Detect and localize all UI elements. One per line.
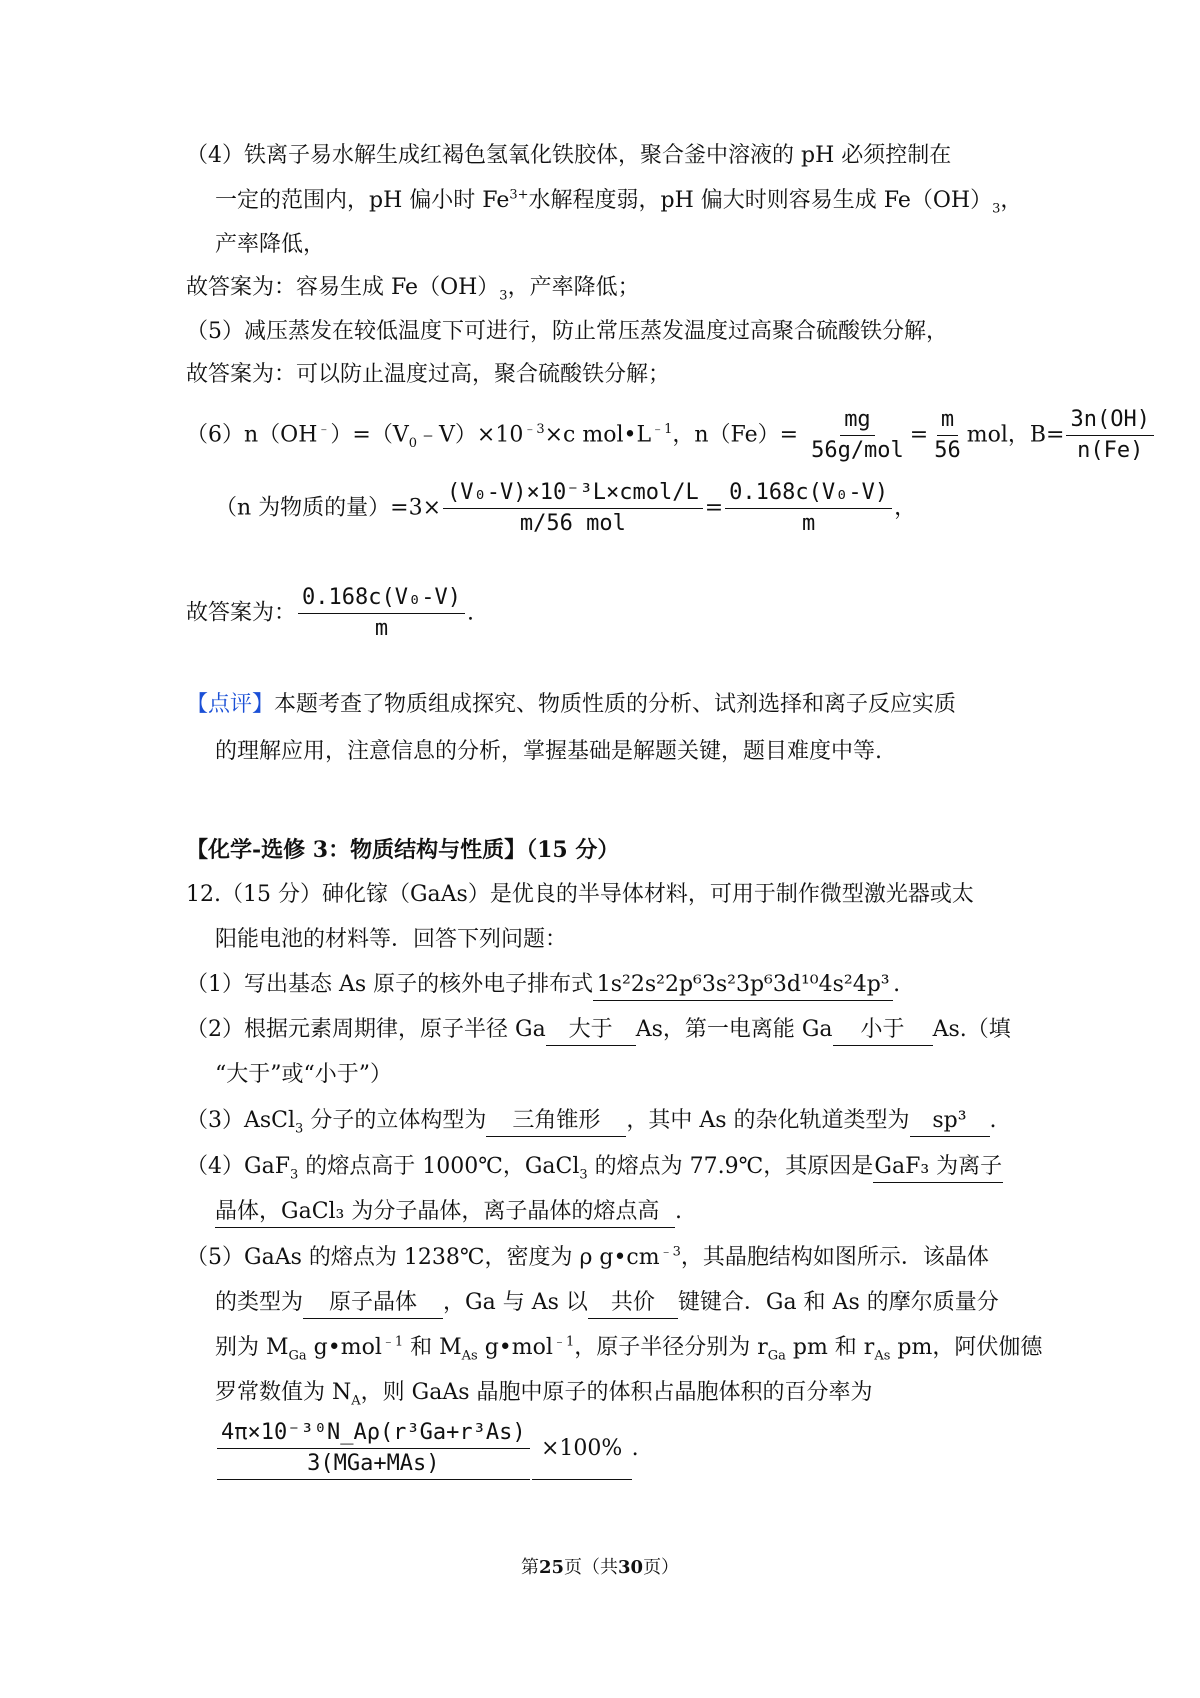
answer-bond-type: 共价	[588, 1288, 678, 1319]
page-footer: 第25页（共30页）	[520, 1557, 680, 1578]
p5-answer: 故答案为：可以防止温度过高，聚合硫酸铁分解；	[186, 362, 671, 387]
q12-part3: （3）AsCl$_3$ 分子的立体构型为 三角锥形 ，其中 As 的杂化轨道类型为 sp³ .	[186, 1108, 997, 1137]
answer-packing-fraction: $\frac{\text{4π×10⁻³⁰N\_Aρ(r³Ga+r³As)}}{\text{3(MGa+MAs)}}$	[217, 1418, 530, 1480]
p6-answer: 故答案为： $\frac{\text{0.168c(V₀-V)}}{m}$ .	[186, 583, 474, 644]
p6-line1: $(6)n(OH^﹣)=(V_0﹣V)\times 10^{﹣3}\times c$ $mol•L^{﹣1}$，n（Fe）= $\frac{mg}{\text{56g/mol}}$ = $\frac{m}{56}$ mol，B= $\frac{3n(OH)}{n(Fe)}$	[186, 405, 1156, 466]
fraction-big: $\frac{\text{(V₀-V)×10⁻³L×cmol/L}}{\text{m/56 mol}}$	[443, 478, 703, 539]
answer-reason-part1: GaF₃ 为离子	[873, 1152, 1003, 1183]
q12-part2-line2: “大于”或“小于”）	[215, 1062, 392, 1087]
q12-part5-line2: 的类型为 原子晶体 ，Ga 与 As 以 共价 键键合．Ga 和 As 的摩尔质量分	[215, 1288, 999, 1319]
p5-line1: （5）减压蒸发在较低温度下可进行，防止常压蒸发温度过高聚合硫酸铁分解，	[186, 319, 948, 344]
answer-hybridization: sp³	[910, 1106, 990, 1137]
answer-geometry: 三角锥形	[486, 1106, 626, 1137]
p4-line2: 一定的范围内，pH 偏小时 $Fe^{3+}$水解程度弱，pH 偏大时则容易生成 $Fe(OH)_3$，	[215, 187, 1023, 217]
p4-line3: 产率降低，	[215, 232, 326, 257]
q12-part5-line1: （5）GaAs 的熔点为 1238℃，密度为 ρ $g•cm^{﹣3}$，其晶胞结构如图所示．该晶体	[186, 1244, 989, 1270]
page-total: 30	[618, 1557, 644, 1578]
fraction-B: $\frac{3n(OH)}{n(Fe)}$	[1066, 405, 1153, 466]
q12-part2: （2）根据元素周期律，原子半径 Ga 大于 As，第一电离能 Ga 小于 As.（填	[186, 1015, 1011, 1046]
q12-part4: （4）GaF$_3$ 的熔点高于 1000℃，GaCl$_3$ 的熔点为 77.9℃，其原因是GaF₃ 为离子	[186, 1154, 1003, 1183]
fraction-result: $\frac{\text{0.168c(V₀-V)}}{m}$	[725, 478, 892, 539]
review-line2: 的理解应用，注意信息的分析，掌握基础是解题关键，题目难度中等.	[215, 739, 882, 764]
page-number: 25	[538, 1557, 564, 1578]
fraction-answer: $\frac{\text{0.168c(V₀-V)}}{m}$	[298, 583, 465, 644]
q12-part1: （1）写出基态 As 原子的核外电子排布式 1s²2s²2p⁶3s²3p⁶3d¹⁰4s²4p³ .	[186, 970, 900, 1001]
p4-answer: 故答案为：容易生成 $Fe(OH)_3$，产率降低；	[186, 275, 640, 304]
q12-part5-line3: 别为 $M_{Ga}$ g•mol$^{﹣1}$ 和 $M_{As}$ g•mol$^{﹣1}$，原子半径分别为 $r_{Ga}$ pm 和 $r_{As}$ pm，阿伏伽德	[215, 1334, 1043, 1364]
fraction-mg: $\frac{mg}{\text{56g/mol}}$	[811, 407, 904, 463]
review-tag: 【点评】	[186, 692, 275, 717]
answer-reason-part2: 晶体，GaCl₃ 为分子晶体，离子晶体的熔点高	[215, 1197, 675, 1228]
q12-line1: 12.（15 分）砷化镓（GaAs）是优良的半导体材料，可用于制作微型激光器或太	[186, 882, 974, 907]
q12-part4-line2: 晶体，GaCl₃ 为分子晶体，离子晶体的熔点高 .	[215, 1197, 682, 1228]
q12-part5-line4: 罗常数值为 $N_A$，则 GaAs 晶胞中原子的体积占晶胞体积的百分率为	[215, 1380, 873, 1409]
fraction-m-56: $\frac{m}{56}$	[934, 407, 961, 463]
q12-part5-answer: $\frac{\text{4π×10⁻³⁰N\_Aρ(r³Ga+r³As)}}{\text{3(MGa+MAs)}}$ ×100% .	[215, 1418, 639, 1480]
answer-crystal-type: 原子晶体	[303, 1288, 443, 1319]
p6-line2: （n 为物质的量）=3× $\frac{\text{(V₀-V)×10⁻³L×cmol/L}}{\text{m/56 mol}}$ = $\frac{\text{0.168c(V₀-V)}}{m}$ ，	[215, 478, 916, 539]
answer-ionization: 小于	[833, 1015, 933, 1046]
review-line1: 【点评】本题考查了物质组成探究、物质性质的分析、试剂选择和离子反应实质	[186, 692, 957, 717]
q12-line2: 阳能电池的材料等．回答下列问题：	[215, 927, 568, 952]
answer-electron-config: 1s²2s²2p⁶3s²3p⁶3d¹⁰4s²4p³	[593, 970, 893, 1001]
answer-percent: ×100%	[532, 1419, 632, 1480]
p4-line1: （4）铁离子易水解生成红褐色氢氧化铁胶体，聚合釜中溶液的 pH 必须控制在	[186, 143, 952, 168]
answer-radius: 大于	[546, 1015, 636, 1046]
section-heading: 【化学-选修 3：物质结构与性质】（15 分）	[186, 837, 620, 863]
